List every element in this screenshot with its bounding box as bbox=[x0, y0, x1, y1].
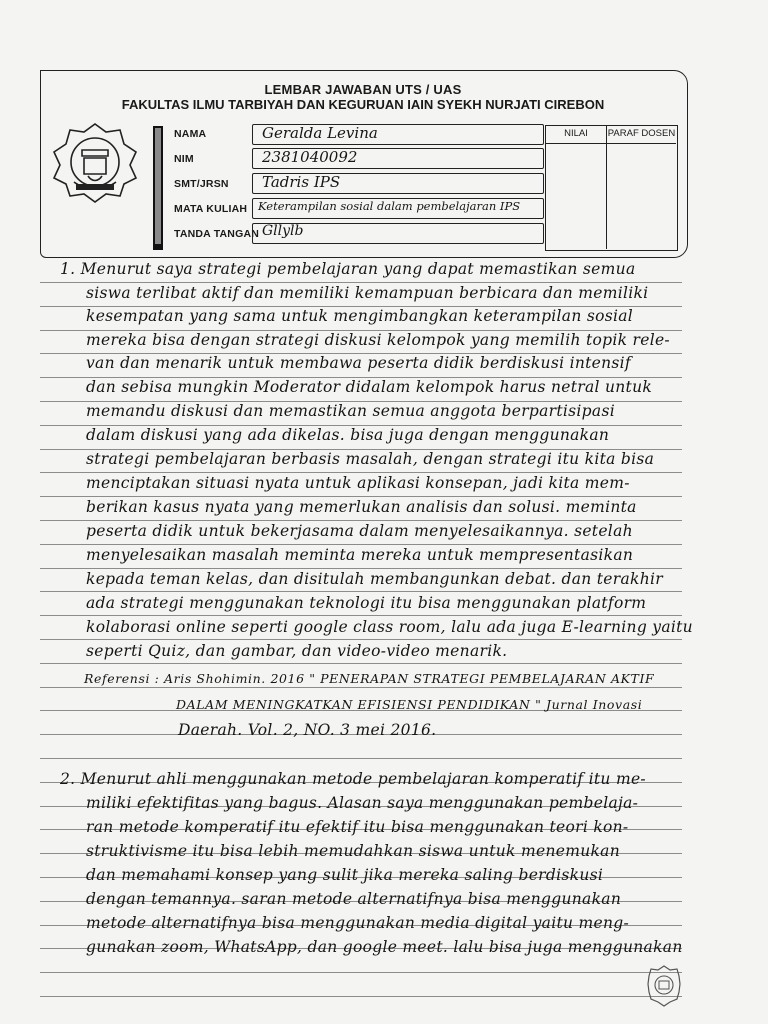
answer-line: memandu diskusi dan memastikan semua anggota berpartisipasi bbox=[86, 402, 615, 420]
answer-line: struktivisme itu bisa lebih memudahkan siswa untuk menemukan bbox=[86, 842, 620, 860]
page-edge-scrap: · · · · · · · · bbox=[228, 0, 292, 4]
answer-line: van dan menarik untuk membawa peserta didik berdiskusi intensif bbox=[86, 354, 631, 372]
answer-line: siswa terlibat aktif dan memiliki kemampuan berbicara dan memiliki bbox=[86, 284, 649, 302]
label-tanda-tangan: TANDA TANGAN bbox=[174, 228, 260, 240]
ruled-line bbox=[40, 520, 682, 521]
answer-line: kesempatan yang sama untuk mengimbangkan keterampilan sosial bbox=[86, 307, 634, 325]
ruled-line bbox=[40, 972, 682, 973]
bleed-through bbox=[150, 1006, 154, 1021]
answer-line: Daerah. Vol. 2, NO. 3 mei 2016. bbox=[178, 721, 437, 739]
answer-line: dengan temannya. saran metode alternatifnya bisa menggunakan bbox=[86, 890, 622, 908]
answer-line: mereka bisa dengan strategi diskusi kelompok yang memilih topik rele- bbox=[86, 331, 670, 349]
label-mata-kuliah: MATA KULIAH bbox=[174, 203, 248, 215]
answer-line: kepada teman kelas, dan disitulah membangunkan debat. dan terakhir bbox=[86, 570, 663, 588]
paraf-dosen-header: PARAF DOSEN bbox=[607, 125, 676, 144]
answer-line: ada strategi menggunakan teknologi itu bisa menggunakan platform bbox=[86, 594, 647, 612]
institution-stamp-icon bbox=[646, 964, 682, 1008]
answer-line: gunakan zoom, WhatsApp, dan google meet. lalu bisa juga menggunakan bbox=[86, 938, 683, 956]
answer-line: 1. Menurut saya strategi pembelajaran yang dapat memastikan semua bbox=[60, 260, 636, 278]
answer-line: DALAM MENINGKATKAN EFISIENSI PENDIDIKAN " Jurnal Inovasi bbox=[176, 697, 643, 712]
ruled-line bbox=[40, 615, 682, 616]
ruled-line bbox=[40, 639, 682, 640]
nama-value: Geralda Levina bbox=[262, 124, 378, 142]
answer-line: kolaborasi online seperti google class room, lalu ada juga E-learning yaitu bbox=[86, 618, 693, 636]
header-side-bar-inner bbox=[155, 128, 161, 244]
answer-line: dan memahami konsep yang sulit jika mereka saling berdiskusi bbox=[86, 866, 604, 884]
ruled-line bbox=[40, 687, 682, 688]
ruled-line bbox=[40, 544, 682, 545]
answer-line: dalam diskusi yang ada dikelas. bisa juga dengan menggunakan bbox=[86, 426, 610, 444]
answer-line: strategi pembelajaran berbasis masalah, dengan strategi itu kita bisa bbox=[86, 450, 655, 468]
answer-line: Referensi : Aris Shohimin. 2016 " PENERAPAN STRATEGI PEMBELAJARAN AKTIF bbox=[84, 671, 655, 686]
answer-line: ran metode komperatif itu efektif itu bisa menggunakan teori kon- bbox=[86, 818, 629, 836]
ruled-line bbox=[40, 591, 682, 592]
answer-line: menyelesaikan masalah meminta mereka untuk mempresentasikan bbox=[86, 546, 634, 564]
faculty-title: FAKULTAS ILMU TARBIYAH DAN KEGURUAN IAIN SYEKH NURJATI CIREBON bbox=[121, 97, 605, 112]
iain-cirebon-emblem-icon bbox=[48, 120, 142, 204]
answer-line: metode alternatifnya bisa menggunakan media digital yaitu meng- bbox=[86, 914, 630, 932]
answer-line: berikan kasus nyata yang memerlukan analisis dan solusi. meminta bbox=[86, 498, 637, 516]
nim-value: 2381040092 bbox=[262, 148, 358, 166]
answer-line: menciptakan situasi nyata untuk aplikasi konsepan, jadi kita mem- bbox=[86, 474, 630, 492]
ruled-line bbox=[40, 996, 682, 997]
answer-line: seperti Quiz, dan gambar, dan video-video menarik. bbox=[86, 642, 508, 660]
ruled-line bbox=[40, 758, 682, 759]
mata-kuliah-value: Keterampilan sosial dalam pembelajaran IPS bbox=[258, 199, 521, 213]
answer-line: peserta didik untuk bekerjasama dalam menyelesaikannya. setelah bbox=[86, 522, 633, 540]
nilai-header: NILAI bbox=[546, 125, 606, 144]
answer-line: 2. Menurut ahli menggunakan metode pembelajaran komperatif itu me- bbox=[60, 770, 646, 788]
label-nama: NAMA bbox=[174, 128, 207, 140]
ruled-line bbox=[40, 568, 682, 569]
answer-line: miliki efektifitas yang bagus. Alasan saya menggunakan pembelaja- bbox=[86, 794, 639, 812]
ruled-line bbox=[40, 496, 682, 497]
answer-line: dan sebisa mungkin Moderator didalam kelompok harus netral untuk bbox=[86, 378, 653, 396]
ruled-line bbox=[40, 472, 682, 473]
label-nim: NIM bbox=[174, 153, 194, 165]
label-smt-jrsn: SMT/JRSN bbox=[174, 178, 229, 190]
signature: Gllylb bbox=[262, 223, 304, 239]
ruled-line bbox=[40, 282, 682, 283]
smt-jrsn-value: Tadris IPS bbox=[262, 173, 341, 191]
sheet-title: LEMBAR JAWABAN UTS / UAS bbox=[264, 82, 462, 97]
ruled-line bbox=[40, 663, 682, 664]
